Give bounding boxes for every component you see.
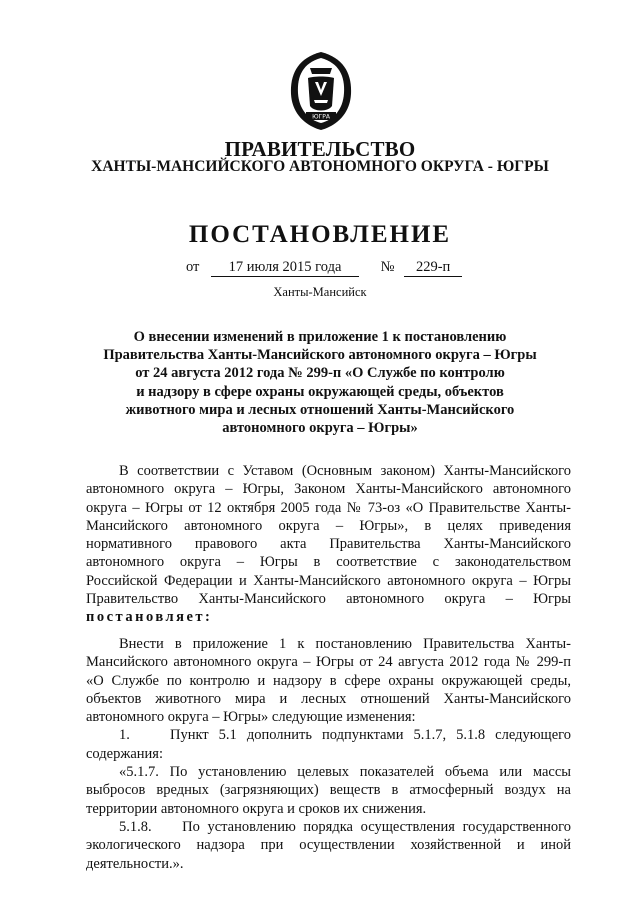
government-title: ПРАВИТЕЛЬСТВО: [224, 137, 416, 161]
subject-line: животного мира и лесных отношений Ханты-Мансийского: [125, 401, 515, 418]
subject-line: автономного округа – Югры»: [222, 420, 418, 437]
region-title: ХАНТЫ-МАНСИЙСКОГО АВТОНОМНОГО ОКРУГА - ЮГРЫ: [91, 158, 549, 175]
subject-line: от 24 августа 2012 года № 299-п «О Службе по контролю: [135, 365, 505, 382]
resolution-body: [86, 635, 571, 873]
document-date: 17 июля 2015 года: [211, 259, 359, 277]
text-line: 1. Пункт 5.1 дополнить подпунктами 5.1.7, 5.1.8 следующего: [119, 727, 571, 744]
number-prefix: №: [380, 259, 395, 275]
subject-line: Правительства Ханты-Мансийского автономного округа – Югры: [103, 347, 537, 364]
text-line: Правительство Ханты-Мансийского автономного округа – Югры: [86, 591, 571, 608]
text-line: нормативного правового акта Правительства Ханты-Мансийского: [86, 536, 571, 553]
text-line: Мансийского автономного округа – Югры от 24 августа 2012 года № 299-п: [86, 654, 571, 671]
coat-of-arms-emblem: [286, 50, 356, 132]
document-type: ПОСТАНОВЛЕНИЕ: [188, 221, 452, 248]
text-line: выбросов вредных (загрязняющих) веществ в атмосферный воздух на: [86, 782, 571, 799]
emblem-caption: ЮГРА: [312, 113, 330, 121]
subject-line: О внесении изменений в приложение 1 к постановлению: [133, 329, 507, 345]
text-line: округа – Югры от 12 октября 2005 года № 73-оз «О Правительстве Ханты-: [86, 499, 571, 516]
preamble-paragraph: [86, 462, 571, 627]
text-line: территории автономного округа и сроков их снижения.: [86, 800, 427, 817]
subject-line: и надзору в сфере охраны окружающей среды, объектов: [136, 383, 504, 400]
city: Ханты-Мансийск: [273, 285, 367, 299]
text-line: экологического надзора при осуществлении хозяйственной и иной: [86, 837, 571, 854]
text-line: объектов животного мира и лесных отношений Ханты-Мансийского: [86, 690, 571, 707]
text-line: автономного округа – Югры» следующие изменения:: [86, 709, 416, 726]
document-number: 229-п: [404, 259, 462, 277]
subject-heading: [90, 328, 550, 437]
text-line: В соответствии с Уставом (Основным законом) Ханты-Мансийского: [119, 463, 571, 479]
text-line: «О Службе по контролю и надзору в сфере охраны окружающей среды,: [86, 672, 571, 689]
text-line: содержания:: [86, 745, 164, 762]
text-line: Российской Федерации и Ханты-Мансийского автономного округа – Югры: [86, 572, 571, 589]
text-line: «5.1.7. По установлению целевых показателей объема или массы: [119, 764, 571, 781]
resolves-word: постановляет:: [86, 609, 213, 626]
text-line: Внести в приложение 1 к постановлению Правительства Ханты-: [119, 636, 571, 652]
date-number-line: [186, 259, 462, 277]
text-line: автономного округа – Югры в соответствие с законодательством: [86, 554, 571, 571]
text-line: Мансийского автономного округа – Югры», в целях приведения: [86, 517, 571, 534]
text-line: деятельности.».: [86, 855, 184, 872]
date-prefix: от: [186, 259, 200, 275]
text-line: автономного округа – Югры, Законом Ханты-Мансийского автономного: [86, 481, 571, 498]
text-line: 5.1.8. По установлению порядка осуществления государственного: [119, 818, 571, 835]
